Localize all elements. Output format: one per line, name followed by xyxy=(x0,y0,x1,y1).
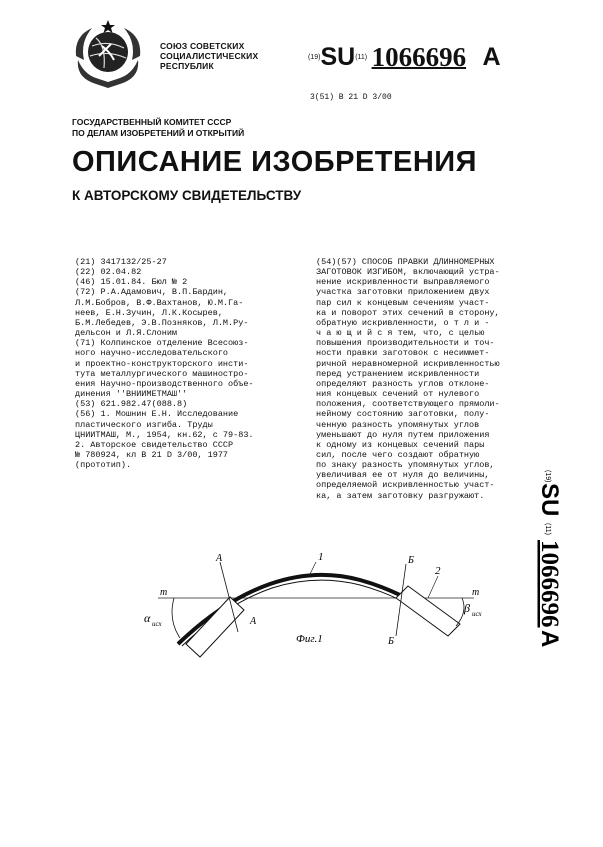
biblio-line: ения Научно-производственного объе- xyxy=(75,378,254,389)
label-part-1: 1 xyxy=(318,551,324,563)
patent-number: 1066696 xyxy=(371,42,467,72)
biblio-line: динения ''ВНИИМЕТМАШ'' xyxy=(75,389,188,400)
biblio-line: и проектно-конструкторского инсти- xyxy=(75,358,249,369)
label-section-b-bottom: Б xyxy=(388,636,394,647)
claim-line: к одному из концевых сечений пары xyxy=(316,439,485,450)
claim-line: пар сил к концевым сечениям участ- xyxy=(316,297,490,308)
biblio-line: № 780924, кл B 21 D 3/00, 1977 xyxy=(75,449,229,460)
claim-line: по знаку разность упомянутых углов, xyxy=(316,460,495,471)
claim-line: определяют разность углов отклоне- xyxy=(316,378,490,389)
label-section-a-bottom: А xyxy=(250,616,257,627)
claim-line: перед устранением искривленности xyxy=(316,368,480,379)
stamp-kind: A xyxy=(536,630,563,648)
claim-line: ка и поворот этих сечений в сторону, xyxy=(316,307,500,318)
biblio-line: тута металлургического машиностро- xyxy=(75,368,249,379)
ipc-class: 3(51) В 21 D 3/00 xyxy=(310,93,392,102)
vertical-patent-stamp xyxy=(534,448,574,668)
label-section-b-top: Б xyxy=(408,555,414,566)
claim-line: участка заготовки приложением двух xyxy=(316,287,490,298)
label-beta-subscript: исх xyxy=(472,610,482,618)
biblio-line: (21) 3417132/25-27 xyxy=(75,257,167,267)
claim-line: нейному состоянию заготовки, полу- xyxy=(316,409,490,420)
claim-line: увеличивая ее от нуля до величины, xyxy=(316,470,490,481)
claim-line: (54)(57) СПОСОБ ПРАВКИ ДЛИННОМЕРНЫХ xyxy=(316,257,495,267)
biblio-line: неев, Е.Н.Зучин, Л.К.Косырев, xyxy=(75,307,223,318)
label-beta: β xyxy=(464,601,470,615)
stamp-code-19: (19) xyxy=(544,470,551,483)
label-alpha-subscript: исх xyxy=(152,620,162,628)
stamp-country: SU xyxy=(536,483,563,517)
label-section-a-top: А xyxy=(216,553,223,564)
figure-1 xyxy=(138,540,494,670)
label-m-left: m xyxy=(160,587,168,598)
label-m-right: m xyxy=(472,587,480,598)
biblio-line: (прототип). xyxy=(75,460,132,471)
biblio-line: 2. Авторское свидетельство СССР xyxy=(75,439,234,450)
claim-line: ЗАГОТОВОК ИЗГИБОМ, включающий устра- xyxy=(316,267,500,278)
claim-line: сил, после чего создают обратную xyxy=(316,449,480,460)
biblio-line: (53) 621.982.47(088.8) xyxy=(75,399,188,410)
claim-line: ка, а затем заготовку разгружают. xyxy=(316,490,485,501)
biblio-line: Л.М.Бобров, В.Ф.Вахтанов, Ю.М.Га- xyxy=(75,297,244,308)
alpha-arc xyxy=(172,598,180,638)
biblio-line: Б.М.Лебедев, Э.В.Позняков, Л.М.Ру- xyxy=(75,317,249,328)
claim-line: ности правки заготовок с несиммет- xyxy=(316,348,490,359)
country-name xyxy=(160,41,258,71)
stamp-code-11: (11) xyxy=(544,523,551,535)
claim-line: ченную разность упомянутых углов xyxy=(316,419,480,430)
bibliographic-data xyxy=(75,257,310,470)
biblio-line: пластического изгиба. Труды xyxy=(75,419,213,430)
claim-line: уменьшают до нуля путем приложения xyxy=(316,429,490,440)
country-name-line: СОЦИАЛИСТИЧЕСКИХ xyxy=(160,51,259,61)
biblio-line: ного научно-исследовательского xyxy=(75,348,229,359)
biblio-line: (72) Р.А.Адамович, В.П.Бардин, xyxy=(75,287,229,298)
claim-line: ч а ю щ и й с я тем, что, с целью xyxy=(316,328,485,339)
leader-1 xyxy=(310,562,316,574)
committee-line: ГОСУДАРСТВЕННЫЙ КОМИТЕТ СССР xyxy=(72,117,232,127)
kind-code: A xyxy=(482,43,501,71)
leader-2 xyxy=(428,576,438,598)
biblio-line: ЦНИИТМАШ, М., 1954, кн.62, с 79-83. xyxy=(75,429,254,440)
claim-text xyxy=(316,257,541,501)
document-title: ОПИСАНИЕ ИЗОБРЕТЕНИЯ xyxy=(72,146,477,178)
state-emblem xyxy=(66,16,150,92)
country-name-line: СОЮЗ СОВЕТСКИХ xyxy=(160,41,245,51)
committee-line: ПО ДЕЛАМ ИЗОБРЕТЕНИЙ И ОТКРЫТИЙ xyxy=(72,128,245,138)
country-name-line: РЕСПУБЛИК xyxy=(160,61,214,71)
claim-line: нение искривленности выправляемого xyxy=(316,277,490,288)
claim-line: повышения производительности и точ- xyxy=(316,338,495,349)
stamp-number: 1066696 xyxy=(536,540,563,628)
claim-line: обратную искривленности, о т л и - xyxy=(316,317,490,328)
document-subtitle: К АВТОРСКОМУ СВИДЕТЕЛЬСТВУ xyxy=(72,188,302,203)
label-part-2: 2 xyxy=(435,565,441,577)
committee-name xyxy=(72,117,244,139)
biblio-line: (71) Колпинское отделение Всесоюз- xyxy=(75,338,249,349)
claim-line: ричной неравномерной искривленностью xyxy=(316,358,500,369)
right-tool xyxy=(396,586,460,636)
biblio-line: (22) 02.04.82 xyxy=(75,267,142,278)
biblio-line: (46) 15.01.84. Бюл № 2 xyxy=(75,277,188,288)
publication-number xyxy=(308,42,501,73)
claim-line: положения, соответствующего прямоли- xyxy=(316,399,500,410)
biblio-line: дельсон и Л.Я.Слоним xyxy=(75,328,178,339)
biblio-line: (56) 1. Мошнин Е.Н. Исследование xyxy=(75,409,239,420)
country-code: SU xyxy=(320,43,356,71)
claim-line: определяемой искривленностью участ- xyxy=(316,480,495,491)
emblem-star xyxy=(101,20,115,33)
figure-caption: Фиг.1 xyxy=(296,633,323,645)
inid-code-19: (19) xyxy=(308,54,321,61)
label-alpha: α xyxy=(144,611,151,625)
inid-code-11: (11) xyxy=(355,54,368,61)
claim-line: ния концевых сечений от нулевого xyxy=(316,389,480,400)
